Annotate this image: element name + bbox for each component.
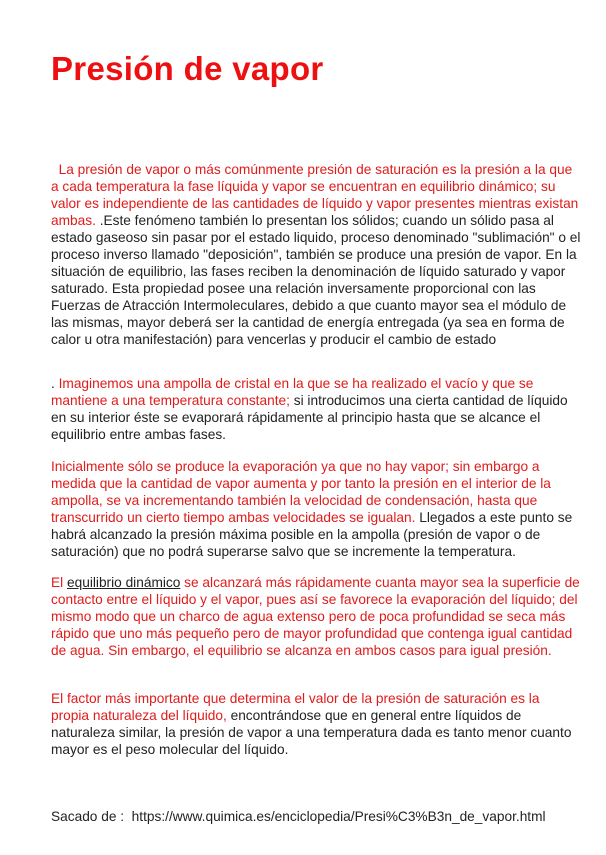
equilibrio-dinamico-link[interactable]: equilibrio dinámico	[66, 575, 181, 590]
highlighted-text: El factor más importante que determina el valor de la presión de saturación es la propia naturaleza del líquido,	[51, 691, 540, 723]
paragraph-ampolla	[51, 375, 581, 443]
body-text: encontrándose que en general entre líquidos de naturaleza similar, la presión de vapor a una temperatura dada es tanto menor cuanto mayor es el peso molecular del líquido.	[51, 708, 572, 757]
body-text: Llegados a este punto se habrá alcanzado la presión máxima posible en la ampolla (presión de vapor o de saturación) que no podrá superarse salvo que se incremente la temperatura.	[51, 510, 573, 559]
highlighted-text: Imaginemos una ampolla de cristal en la que se ha realizado el vacío y que se mantiene a una temperatura constante;	[51, 376, 534, 408]
highlighted-text: La presión de vapor o más comúnmente presión de saturación es la presión a la que a cada temperatura la fase líquida y vapor se encuentran en equilibrio dinámico; su valor es independiente de las cantidades de líquido y vapor presentes mientras existan ambas.	[51, 162, 583, 228]
body-text: si introducimos una cierta cantidad de líquido en su interior éste se evaporará rápidamente al principio hasta que se alcance el equilibrio entre ambas fases.	[51, 393, 568, 442]
body-text: .Este fenómeno también lo presentan los sólidos; cuando un sólido pasa al estado gaseoso sin pasar por el estado liquido, proceso denominado "sublimación" o el proceso inverso llamado "deposición", también se produce una presión de vapor. En la situación de equilibrio, las fases reciben la denominación de líquido saturado y vapor saturado. Esta propiedad posee una relación inversamente proporcional con las Fuerzas de Atracción Intermoleculares, debido a que cuanto mayor sea el módulo de las mismas, mayor deberá ser la cantidad de energía entregada (ya sea en forma de calor u otra manifestación) para vencerlas y producir el cambio de estado	[51, 213, 585, 347]
highlighted-text: Inicialmente sólo se produce la evaporación ya que no hay vapor; sin embargo a medida que la cantidad de vapor aumenta y por tanto la presión en el interior de la ampolla, se va incrementando también la velocidad de condensación, hasta que transcurrido un cierto tiempo ambas velocidades se igualan.	[51, 459, 551, 525]
highlighted-text: se alcanzará más rápidamente cuanta mayor sea la superficie de contacto entre el líquido y el vapor, pues así se favorece la evaporación del líquido; del mismo modo que un charco de agua extenso pero de poca profundidad se seca más rápido que uno más pequeño pero de mayor profundidad que contenga igual cantidad de agua. Sin embargo, el equilibrio se alcanza en ambos casos para igual presión.	[51, 575, 580, 658]
highlighted-text: El	[51, 575, 67, 590]
leading-dot: .	[51, 376, 59, 391]
paragraph-factor	[51, 690, 581, 758]
source-label: Sacado de :	[51, 809, 132, 824]
paragraph-evaporacion	[51, 458, 581, 560]
paragraph-definition	[51, 161, 585, 348]
source-line	[51, 808, 581, 825]
paragraph-equilibrio	[51, 574, 581, 659]
page-title: Presión de vapor	[51, 50, 324, 87]
source-url[interactable]: https://www.quimica.es/enciclopedia/Presi%C3%B3n_de_vapor.html	[131, 809, 546, 824]
